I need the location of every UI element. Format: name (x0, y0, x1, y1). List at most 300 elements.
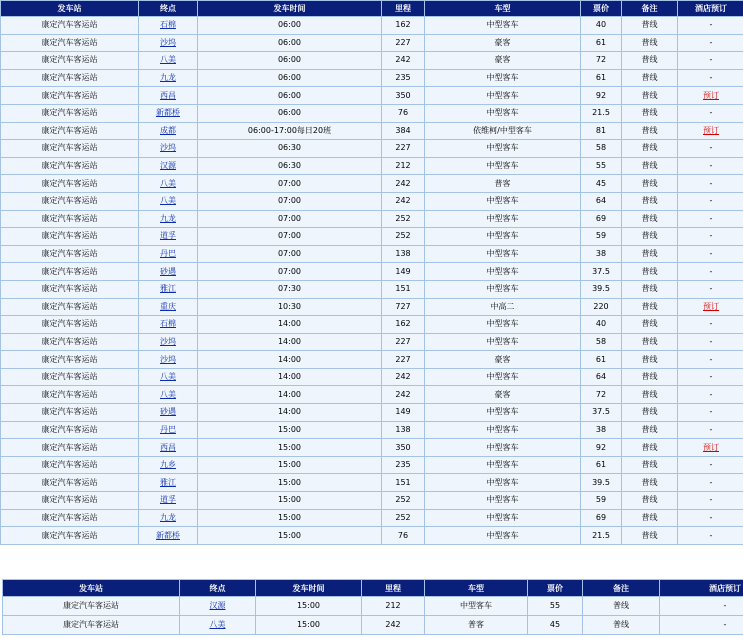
distance-cell: 384 (382, 123, 424, 140)
destination-link[interactable]: 八美 (160, 178, 176, 188)
destination-cell (139, 422, 197, 439)
departure-time-cell: 06:00-17:00每日20班 (198, 123, 381, 140)
destination-link[interactable]: 八美 (160, 196, 176, 206)
distance-cell: 138 (382, 422, 424, 439)
distance-cell: 252 (382, 492, 424, 509)
station-cell: 康定汽车客运站 (1, 281, 138, 298)
station-cell: 康定汽车客运站 (1, 70, 138, 87)
destination-link[interactable]: 沙坞 (160, 143, 176, 153)
price-cell: 64 (581, 193, 621, 210)
price-cell: 40 (581, 316, 621, 333)
note-cell: 普线 (622, 386, 677, 403)
destination-link[interactable]: 八美 (160, 372, 176, 382)
price-cell: 38 (581, 246, 621, 263)
hotel-booking-link[interactable]: 预订 (703, 125, 719, 135)
hotel-cell: - (678, 527, 743, 544)
hotel-cell: - (678, 422, 743, 439)
station-cell: 康定汽车客运站 (1, 193, 138, 210)
bus-type-cell: 中高二 (425, 299, 580, 316)
destination-link[interactable]: 沙坞 (160, 336, 176, 346)
station-cell: 康定汽车客运站 (1, 334, 138, 351)
bus-type-cell: 中型客车 (425, 211, 580, 228)
departure-time-cell: 14:00 (198, 386, 381, 403)
column-header-note: 备注 (583, 580, 659, 596)
schedule-body-2 (3, 597, 743, 634)
column-header-type: 车型 (425, 580, 527, 596)
table-row (3, 597, 743, 615)
destination-link[interactable]: 石棉 (160, 20, 176, 30)
destination-link[interactable]: 重庆 (160, 301, 176, 311)
distance-cell: 252 (382, 211, 424, 228)
table-row (1, 123, 743, 140)
note-cell: 普线 (622, 123, 677, 140)
price-cell: 59 (581, 492, 621, 509)
station-cell: 康定汽车客运站 (1, 105, 138, 122)
destination-cell (139, 386, 197, 403)
note-cell: 普线 (622, 105, 677, 122)
distance-cell: 252 (382, 510, 424, 527)
price-cell: 37.5 (581, 404, 621, 421)
destination-cell (139, 52, 197, 69)
distance-cell: 162 (382, 316, 424, 333)
departure-time-cell: 07:00 (198, 175, 381, 192)
departure-time-cell: 06:00 (198, 70, 381, 87)
note-cell: 普线 (622, 87, 677, 104)
station-cell: 康定汽车客运站 (1, 474, 138, 491)
station-cell: 康定汽车客运站 (1, 404, 138, 421)
table-row (1, 228, 743, 245)
destination-cell (139, 35, 197, 52)
distance-cell: 227 (382, 334, 424, 351)
destination-cell (139, 299, 197, 316)
bus-type-cell: 中型客车 (425, 422, 580, 439)
destination-cell (139, 211, 197, 228)
departure-time-cell: 07:00 (198, 263, 381, 280)
station-cell: 康定汽车客运站 (1, 228, 138, 245)
bus-type-cell: 中型客车 (425, 492, 580, 509)
note-cell: 普线 (622, 527, 677, 544)
table-row (1, 52, 743, 69)
station-cell: 康定汽车客运站 (1, 492, 138, 509)
station-cell: 康定汽车客运站 (1, 123, 138, 140)
table-row (1, 457, 743, 474)
distance-cell: 727 (382, 299, 424, 316)
destination-cell (139, 140, 197, 157)
hotel-cell: - (678, 175, 743, 192)
destination-cell (139, 87, 197, 104)
price-cell: 81 (581, 123, 621, 140)
table-row (1, 510, 743, 527)
bus-type-cell: 中型客车 (425, 404, 580, 421)
hotel-cell: - (678, 228, 743, 245)
price-cell: 58 (581, 140, 621, 157)
table-row (1, 70, 743, 87)
destination-link[interactable]: 汉源 (160, 161, 176, 171)
table-row (1, 246, 743, 263)
destination-link[interactable]: 八美 (160, 55, 176, 65)
destination-link[interactable]: 新都桥 (156, 530, 180, 540)
schedule-table-2 (2, 579, 743, 635)
destination-link[interactable]: 八美 (209, 620, 226, 629)
bus-type-cell: 中型客车 (425, 140, 580, 157)
distance-cell: 138 (382, 246, 424, 263)
hotel-cell: - (678, 246, 743, 263)
note-cell: 普线 (583, 597, 659, 615)
bus-type-cell: 中型客车 (425, 246, 580, 263)
bus-type-cell: 中型客车 (425, 193, 580, 210)
note-cell: 普线 (622, 404, 677, 421)
note-cell: 普线 (622, 211, 677, 228)
note-cell: 普线 (622, 228, 677, 245)
distance-cell: 242 (382, 386, 424, 403)
hotel-cell: - (660, 616, 743, 634)
station-cell: 康定汽车客运站 (1, 439, 138, 456)
destination-cell (139, 175, 197, 192)
column-header-hotel: 酒店预订 (660, 580, 743, 596)
departure-time-cell: 15:00 (256, 616, 361, 634)
hotel-cell: - (678, 369, 743, 386)
distance-cell: 242 (382, 175, 424, 192)
column-header-dest: 终点 (139, 1, 197, 16)
hotel-cell: - (678, 474, 743, 491)
hotel-booking-link[interactable]: 预订 (703, 301, 719, 311)
table-row (1, 158, 743, 175)
station-cell: 康定汽车客运站 (1, 422, 138, 439)
price-cell: 69 (581, 510, 621, 527)
destination-cell (180, 597, 255, 615)
distance-cell: 151 (382, 281, 424, 298)
table-row (1, 263, 743, 280)
hotel-cell: - (678, 158, 743, 175)
destination-link[interactable]: 丹巴 (160, 249, 176, 259)
note-cell: 普线 (622, 334, 677, 351)
bus-type-cell: 依维柯/中型客车 (425, 123, 580, 140)
price-cell: 45 (528, 616, 582, 634)
hotel-cell: - (660, 597, 743, 615)
destination-link[interactable]: 新都桥 (156, 108, 180, 118)
bus-type-cell: 中型客车 (425, 439, 580, 456)
destination-link[interactable]: 道孚 (160, 495, 176, 505)
note-cell: 普线 (622, 17, 677, 34)
note-cell: 普线 (622, 35, 677, 52)
column-header-station: 发车站 (3, 580, 179, 596)
destination-cell (139, 263, 197, 280)
price-cell: 92 (581, 87, 621, 104)
price-cell: 61 (581, 457, 621, 474)
destination-link[interactable]: 雅江 (160, 284, 176, 294)
destination-cell (139, 369, 197, 386)
destination-cell (139, 281, 197, 298)
departure-time-cell: 14:00 (198, 369, 381, 386)
note-cell: 普线 (622, 193, 677, 210)
departure-time-cell: 07:30 (198, 281, 381, 298)
bus-type-cell: 中型客车 (425, 87, 580, 104)
distance-cell: 149 (382, 263, 424, 280)
destination-link[interactable]: 砂遇 (160, 266, 176, 276)
column-header-station: 发车站 (1, 1, 138, 16)
hotel-cell (678, 87, 743, 104)
column-header-dist: 里程 (362, 580, 424, 596)
bus-type-cell: 豪客 (425, 351, 580, 368)
destination-link[interactable]: 砂遇 (160, 407, 176, 417)
departure-time-cell: 07:00 (198, 246, 381, 263)
price-cell: 69 (581, 211, 621, 228)
station-cell: 康定汽车客运站 (1, 263, 138, 280)
hotel-cell: - (678, 510, 743, 527)
station-cell: 康定汽车客运站 (1, 386, 138, 403)
departure-time-cell: 15:00 (198, 527, 381, 544)
bus-type-cell: 普客 (425, 616, 527, 634)
column-header-dist: 里程 (382, 1, 424, 16)
hotel-cell: - (678, 351, 743, 368)
schedule-body (1, 17, 743, 544)
departure-time-cell: 15:00 (198, 422, 381, 439)
station-cell: 康定汽车客运站 (1, 299, 138, 316)
departure-time-cell: 06:00 (198, 87, 381, 104)
table-row (1, 211, 743, 228)
hotel-cell (678, 123, 743, 140)
price-cell: 92 (581, 439, 621, 456)
hotel-cell: - (678, 193, 743, 210)
destination-link[interactable]: 成都 (160, 125, 176, 135)
distance-cell: 242 (362, 616, 424, 634)
destination-link[interactable]: 九龙 (160, 73, 176, 83)
table-row (1, 351, 743, 368)
departure-time-cell: 14:00 (198, 404, 381, 421)
destination-cell (139, 457, 197, 474)
bus-type-cell: 中型客车 (425, 105, 580, 122)
distance-cell: 350 (382, 87, 424, 104)
departure-time-cell: 15:00 (198, 510, 381, 527)
departure-time-cell: 07:00 (198, 193, 381, 210)
price-cell: 39.5 (581, 281, 621, 298)
destination-link[interactable]: 沙坞 (160, 37, 176, 47)
bus-type-cell: 中型客车 (425, 281, 580, 298)
departure-time-cell: 06:30 (198, 158, 381, 175)
station-cell: 康定汽车客运站 (1, 246, 138, 263)
destination-cell (139, 351, 197, 368)
destination-link[interactable]: 汉源 (209, 601, 226, 610)
table-row (1, 404, 743, 421)
note-cell: 普线 (583, 616, 659, 634)
table-row (1, 527, 743, 544)
destination-cell (139, 404, 197, 421)
departure-time-cell: 14:00 (198, 351, 381, 368)
destination-cell (139, 17, 197, 34)
hotel-cell: - (678, 316, 743, 333)
note-cell: 普线 (622, 246, 677, 263)
distance-cell: 242 (382, 369, 424, 386)
hotel-booking-link[interactable]: 预订 (703, 90, 719, 100)
column-header-price: 票价 (528, 580, 582, 596)
note-cell: 普线 (622, 369, 677, 386)
station-cell: 康定汽车客运站 (3, 616, 179, 634)
bus-type-cell: 中型客车 (425, 597, 527, 615)
station-cell: 康定汽车客运站 (1, 175, 138, 192)
distance-cell: 162 (382, 17, 424, 34)
bus-type-cell: 豪客 (425, 386, 580, 403)
hotel-cell: - (678, 52, 743, 69)
column-header-price: 票价 (581, 1, 621, 16)
note-cell: 普线 (622, 299, 677, 316)
price-cell: 21.5 (581, 105, 621, 122)
distance-cell: 227 (382, 351, 424, 368)
distance-cell: 76 (382, 527, 424, 544)
destination-cell (139, 70, 197, 87)
note-cell: 普线 (622, 439, 677, 456)
bus-type-cell: 豪客 (425, 35, 580, 52)
destination-link[interactable]: 丹巴 (160, 424, 176, 434)
table-row (1, 474, 743, 491)
bus-type-cell: 普客 (425, 175, 580, 192)
table-row (3, 616, 743, 634)
note-cell: 普线 (622, 70, 677, 87)
departure-time-cell: 15:00 (198, 474, 381, 491)
note-cell: 普线 (622, 492, 677, 509)
note-cell: 普线 (622, 422, 677, 439)
table-row (1, 87, 743, 104)
note-cell: 普线 (622, 281, 677, 298)
bus-type-cell: 中型客车 (425, 70, 580, 87)
table-row (1, 422, 743, 439)
table-row (1, 299, 743, 316)
departure-time-cell: 15:00 (198, 492, 381, 509)
note-cell: 普线 (622, 510, 677, 527)
bus-type-cell: 中型客车 (425, 510, 580, 527)
destination-link[interactable]: 九龙 (160, 512, 176, 522)
price-cell: 220 (581, 299, 621, 316)
hotel-cell (678, 299, 743, 316)
departure-time-cell: 07:00 (198, 211, 381, 228)
note-cell: 普线 (622, 351, 677, 368)
price-cell: 55 (528, 597, 582, 615)
station-cell: 康定汽车客运站 (1, 211, 138, 228)
hotel-cell: - (678, 386, 743, 403)
price-cell: 58 (581, 334, 621, 351)
bus-type-cell: 中型客车 (425, 527, 580, 544)
bus-type-cell: 中型客车 (425, 334, 580, 351)
destination-link[interactable]: 雅江 (160, 477, 176, 487)
distance-cell: 235 (382, 70, 424, 87)
hotel-cell: - (678, 334, 743, 351)
departure-time-cell: 14:00 (198, 316, 381, 333)
table-row (1, 17, 743, 34)
destination-cell (139, 158, 197, 175)
note-cell: 普线 (622, 175, 677, 192)
distance-cell: 151 (382, 474, 424, 491)
column-header-dest: 终点 (180, 580, 255, 596)
destination-link[interactable]: 西昌 (160, 442, 176, 452)
note-cell: 普线 (622, 263, 677, 280)
distance-cell: 235 (382, 457, 424, 474)
destination-link[interactable]: 道孚 (160, 231, 176, 241)
destination-cell (139, 492, 197, 509)
station-cell: 康定汽车客运站 (1, 140, 138, 157)
station-cell: 康定汽车客运站 (1, 351, 138, 368)
column-header-note: 备注 (622, 1, 677, 16)
price-cell: 61 (581, 70, 621, 87)
note-cell: 普线 (622, 457, 677, 474)
destination-cell (139, 334, 197, 351)
distance-cell: 227 (382, 140, 424, 157)
price-cell: 72 (581, 386, 621, 403)
table-row (1, 439, 743, 456)
station-cell: 康定汽车客运站 (1, 87, 138, 104)
destination-link[interactable]: 九乡 (160, 460, 176, 470)
departure-time-cell: 06:00 (198, 105, 381, 122)
hotel-cell: - (678, 70, 743, 87)
hotel-booking-link[interactable]: 预订 (703, 442, 719, 452)
price-cell: 64 (581, 369, 621, 386)
destination-cell (139, 527, 197, 544)
station-cell: 康定汽车客运站 (1, 510, 138, 527)
table-row (1, 369, 743, 386)
table-row (1, 140, 743, 157)
destination-cell (139, 228, 197, 245)
distance-cell: 149 (382, 404, 424, 421)
price-cell: 37.5 (581, 263, 621, 280)
column-header-type: 车型 (425, 1, 580, 16)
price-cell: 39.5 (581, 474, 621, 491)
distance-cell: 242 (382, 193, 424, 210)
bus-type-cell: 中型客车 (425, 474, 580, 491)
price-cell: 59 (581, 228, 621, 245)
destination-link[interactable]: 石棉 (160, 319, 176, 329)
destination-link[interactable]: 沙坞 (160, 354, 176, 364)
destination-link[interactable]: 西昌 (160, 90, 176, 100)
destination-link[interactable]: 八美 (160, 389, 176, 399)
hotel-cell: - (678, 35, 743, 52)
table-row (1, 492, 743, 509)
destination-link[interactable]: 九龙 (160, 213, 176, 223)
station-cell: 康定汽车客运站 (1, 35, 138, 52)
destination-cell (139, 510, 197, 527)
departure-time-cell: 14:00 (198, 334, 381, 351)
table-row (1, 386, 743, 403)
destination-cell (139, 316, 197, 333)
bus-type-cell: 中型客车 (425, 158, 580, 175)
hotel-cell: - (678, 281, 743, 298)
distance-cell: 242 (382, 52, 424, 69)
distance-cell: 350 (382, 439, 424, 456)
column-header-time: 发车时间 (198, 1, 381, 16)
hotel-cell: - (678, 211, 743, 228)
departure-time-cell: 06:00 (198, 17, 381, 34)
station-cell: 康定汽车客运站 (1, 527, 138, 544)
column-header-hotel: 酒店预订 (678, 1, 743, 16)
bus-type-cell: 中型客车 (425, 369, 580, 386)
note-cell: 普线 (622, 52, 677, 69)
price-cell: 55 (581, 158, 621, 175)
destination-cell (139, 193, 197, 210)
table-row (1, 281, 743, 298)
hotel-cell: - (678, 457, 743, 474)
table-row (1, 334, 743, 351)
hotel-cell (678, 439, 743, 456)
distance-cell: 76 (382, 105, 424, 122)
destination-cell (139, 246, 197, 263)
departure-time-cell: 06:30 (198, 140, 381, 157)
departure-time-cell: 15:00 (256, 597, 361, 615)
table-row (1, 35, 743, 52)
note-cell: 普线 (622, 316, 677, 333)
station-cell: 康定汽车客运站 (1, 457, 138, 474)
hotel-cell: - (678, 17, 743, 34)
departure-time-cell: 15:00 (198, 439, 381, 456)
price-cell: 61 (581, 351, 621, 368)
destination-cell (139, 105, 197, 122)
destination-cell (139, 439, 197, 456)
